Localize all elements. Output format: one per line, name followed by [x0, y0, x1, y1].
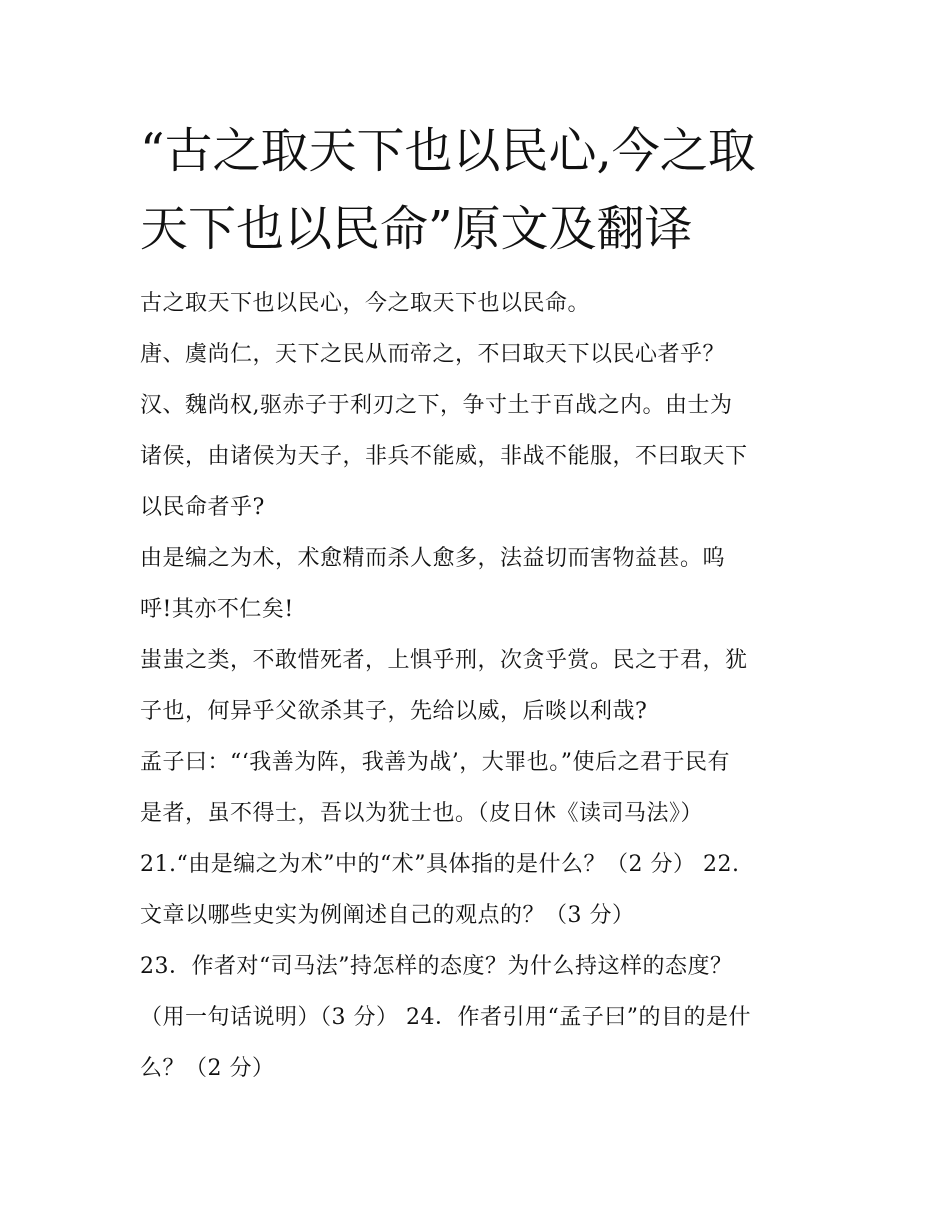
- question-line-1: 21.“由是编之为术”中的“术”具体指的是什么？（2 分） 22.: [140, 852, 740, 877]
- body-line-8: 蚩蚩之类，不敢惜死者，上惧乎刑，次贪乎赏。民之于君，犹: [140, 648, 748, 673]
- body-line-10: 孟子曰：“‘我善为阵，我善为战’，大罪也。”使后之君于民有: [140, 750, 730, 775]
- body-line-5: 以民命者乎?: [140, 495, 265, 520]
- body-line-11: 是者，虽不得士，吾以为犹士也。（皮日休《读司马法》）: [140, 801, 704, 826]
- body-line-6: 由是编之为术，术愈精而杀人愈多，法益切而害物益甚。呜: [140, 546, 726, 571]
- document-title: [140, 112, 840, 268]
- title-line-1: “古之取天下也以民心,今之取: [140, 123, 756, 179]
- body-line-7: 呼!其亦不仁矣!: [140, 597, 294, 622]
- body-line-1: 古之取天下也以民心，今之取天下也以民命。: [140, 291, 591, 316]
- body-line-2: 唐、虞尚仁，天下之民从而帝之，不曰取天下以民心者乎？: [140, 342, 726, 367]
- body-line-9: 子也，何异乎父欲杀其子，先给以威，后啖以利哉?: [140, 699, 648, 724]
- question-line-2: 文章以哪些史实为例阐述自己的观点的？（3 分）: [140, 903, 635, 928]
- body-line-3: 汉、魏尚权,驱赤子于利刃之下，争寸土于百战之内。由士为: [140, 393, 733, 418]
- question-line-3: 23．作者对“司马法”持怎样的态度？为什么持这样的态度？: [140, 954, 733, 979]
- title-line-2: 天下也以民命”原文及翻译: [140, 201, 693, 257]
- document-body: [140, 278, 830, 1094]
- question-line-5: 么？（2 分）: [140, 1056, 275, 1081]
- body-line-4: 诸侯，由诸侯为天子，非兵不能威，非战不能服，不曰取天下: [140, 444, 748, 469]
- question-line-4: （用一句话说明）（3 分） 24．作者引用“孟子曰”的目的是什: [140, 1005, 751, 1030]
